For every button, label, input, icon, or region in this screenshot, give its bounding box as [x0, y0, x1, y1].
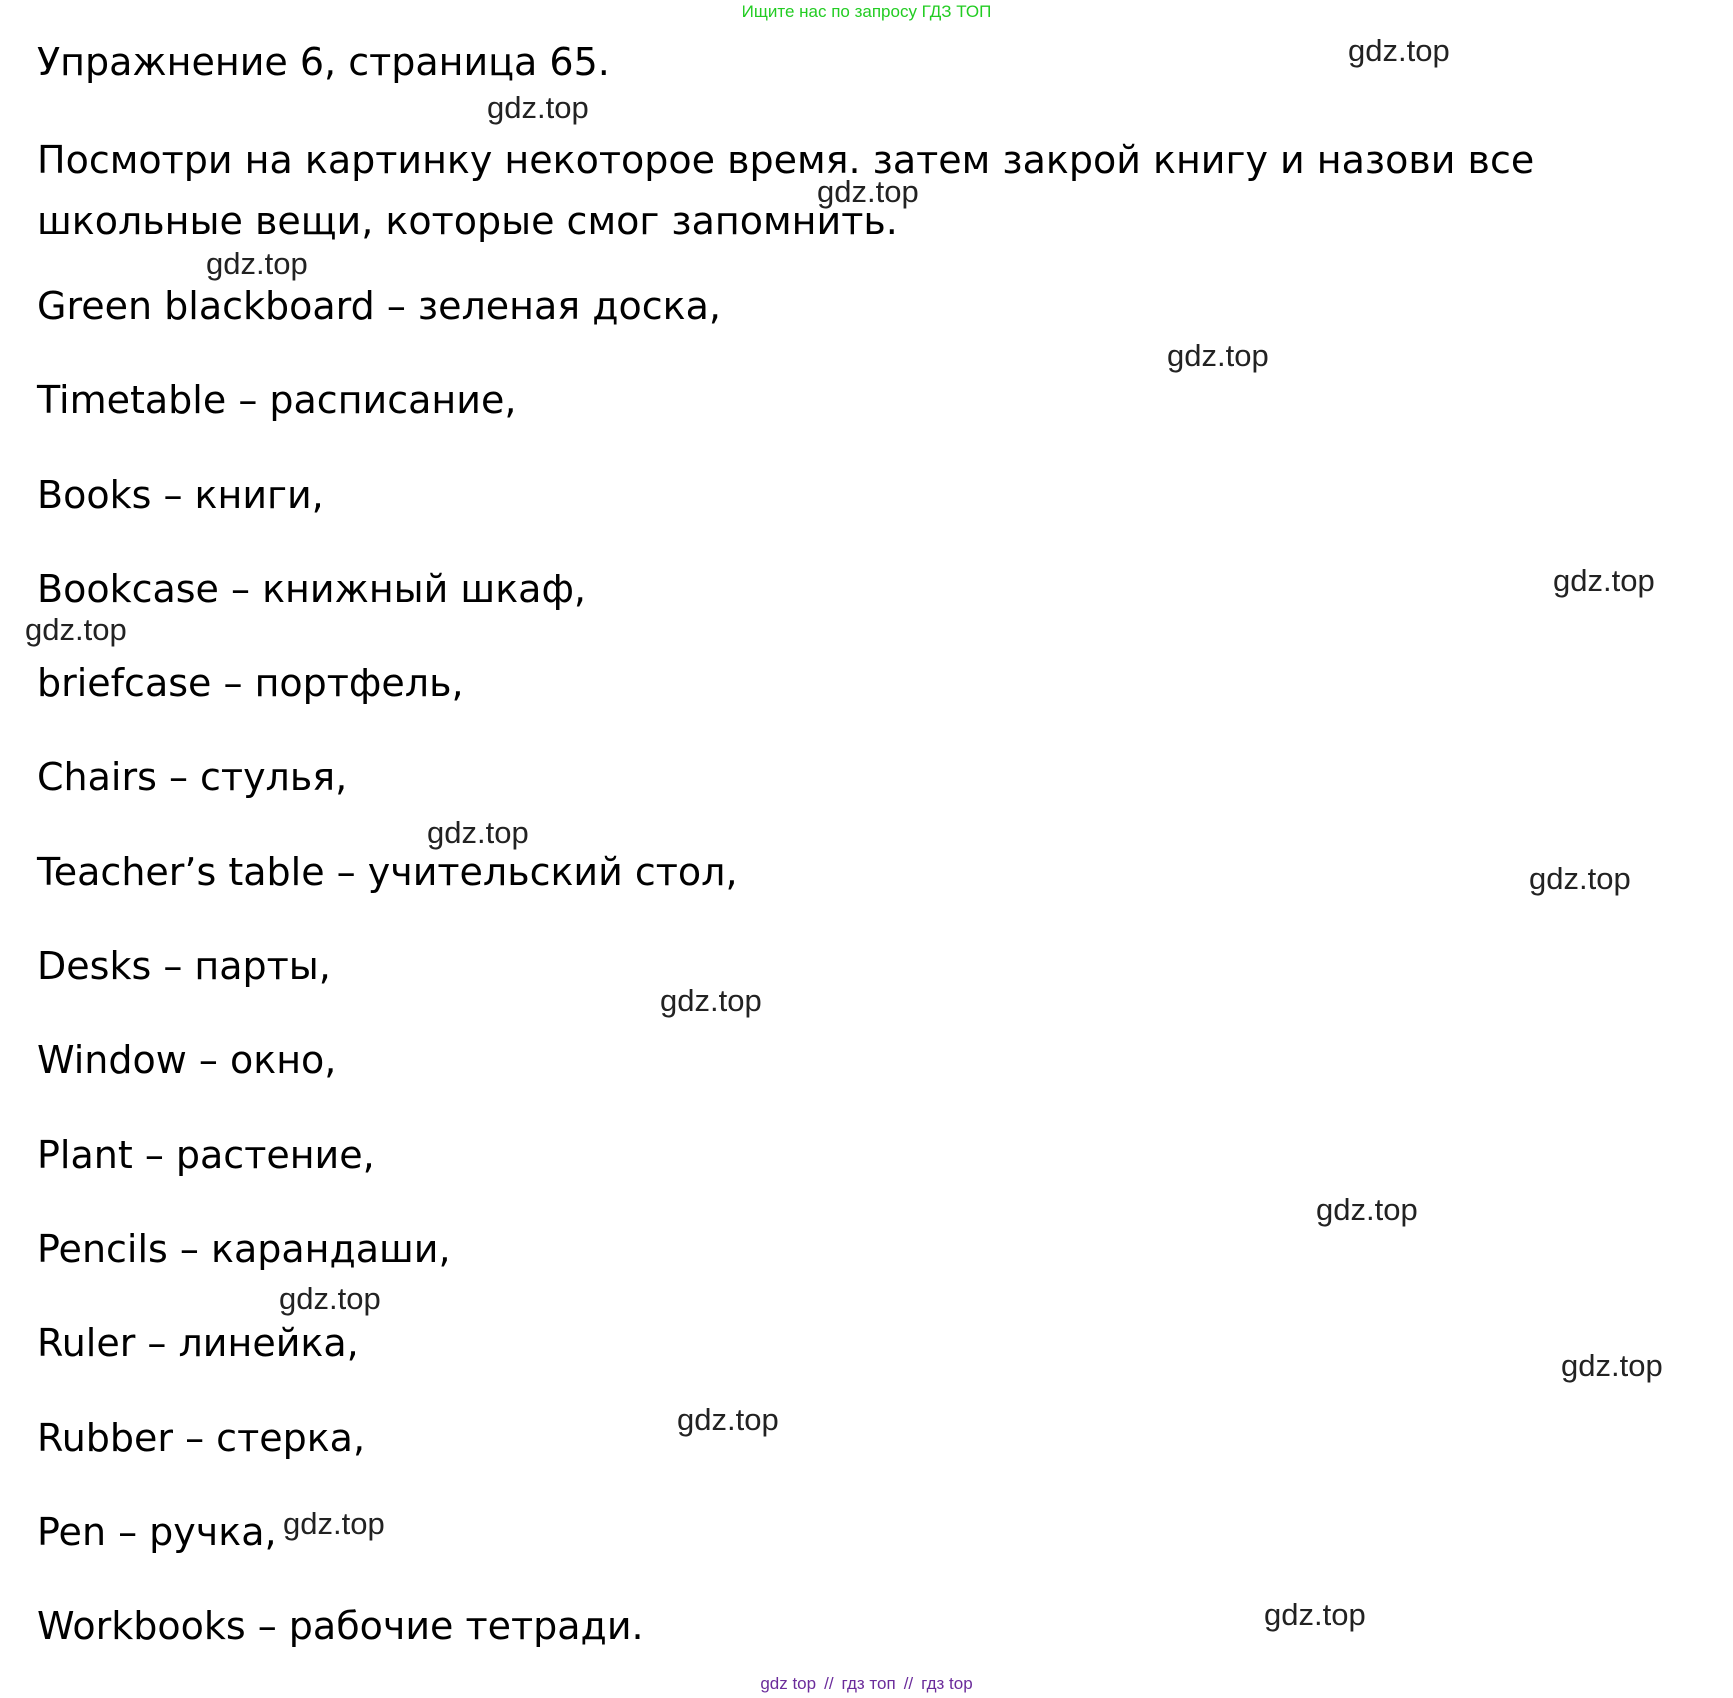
- vocabulary-item: Bookcase – книжный шкаф,: [37, 566, 587, 611]
- watermark: gdz.top: [283, 1506, 385, 1541]
- exercise-title: Упражнение 6, страница 65.: [37, 40, 610, 84]
- footer-separator: //: [824, 1674, 834, 1693]
- watermark: gdz.top: [1529, 861, 1631, 896]
- vocabulary-item: Timetable – расписание,: [37, 378, 517, 423]
- vocabulary-item: Teacher’s table – учительский стол,: [37, 849, 738, 894]
- watermark: gdz.top: [660, 983, 762, 1018]
- vocabulary-item: Rubber – стерка,: [37, 1415, 366, 1460]
- exercise-instruction: Посмотри на картинку некоторое время. затем закрой книгу и назови все школьные вещи, которые смог запомнить.: [37, 138, 1535, 243]
- watermark: gdz.top: [427, 815, 529, 850]
- watermark: gdz.top: [817, 174, 919, 209]
- vocabulary-item: Chairs – стулья,: [37, 755, 348, 800]
- vocabulary-list: [37, 282, 738, 1696]
- watermark: gdz.top: [1553, 563, 1655, 598]
- footer-link[interactable]: gdz top: [760, 1674, 817, 1693]
- watermark: gdz.top: [1316, 1192, 1418, 1227]
- watermark: gdz.top: [1348, 33, 1450, 68]
- vocabulary-item: Ruler – линейка,: [37, 1321, 359, 1366]
- watermark: gdz.top: [677, 1402, 779, 1437]
- vocabulary-item: Green blackboard – зеленая доска,: [37, 284, 721, 328]
- watermark: gdz.top: [279, 1281, 381, 1316]
- footer-links: [0, 1674, 1733, 1694]
- watermark: gdz.top: [1561, 1348, 1663, 1383]
- watermark: gdz.top: [206, 246, 308, 281]
- vocabulary-item: Desks – парты,: [37, 944, 331, 989]
- watermark: gdz.top: [1167, 338, 1269, 373]
- top-banner: Ищите нас по запросу ГДЗ ТОП: [741, 2, 992, 21]
- vocabulary-item: Plant – растение,: [37, 1132, 375, 1177]
- watermark: gdz.top: [25, 612, 127, 647]
- vocabulary-item: Pen – ручка,: [37, 1509, 277, 1554]
- vocabulary-item: briefcase – портфель,: [37, 661, 464, 706]
- watermark: gdz.top: [1264, 1597, 1366, 1632]
- vocabulary-item: Pencils – карандаши,: [37, 1226, 451, 1271]
- vocabulary-item: Window – окно,: [37, 1038, 337, 1083]
- footer-separator: //: [903, 1674, 914, 1693]
- footer-link[interactable]: гдз топ: [841, 1674, 896, 1693]
- vocabulary-item: Books – книги,: [37, 472, 324, 517]
- footer-link[interactable]: гдз top: [921, 1674, 973, 1693]
- watermark: gdz.top: [487, 90, 589, 125]
- vocabulary-item: Workbooks – рабочие тетради.: [37, 1604, 644, 1649]
